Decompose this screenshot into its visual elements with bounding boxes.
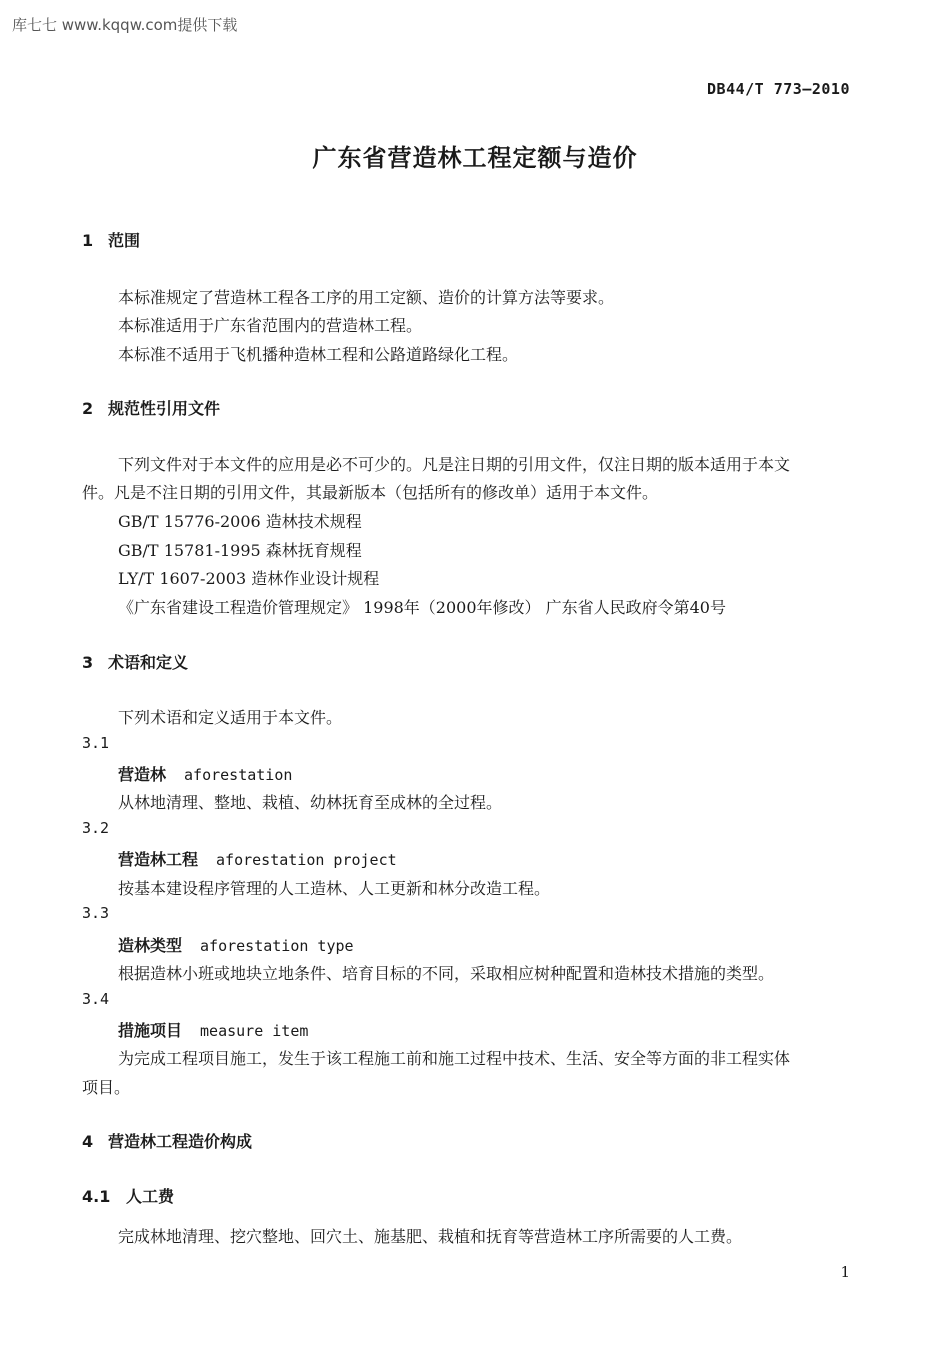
page-number: 1: [840, 1263, 850, 1281]
paragraph: 本标准不适用于飞机播种造林工程和公路道路绿化工程。: [118, 345, 519, 364]
section-number: 2: [82, 399, 94, 418]
subsection-4-1-heading: [82, 1184, 174, 1207]
term-zh: 造林类型: [118, 936, 183, 955]
term-en: aforestation type: [200, 937, 354, 955]
standard-number: DB44/T 773—2010: [707, 80, 850, 98]
subsection-number: 4.1: [82, 1187, 111, 1206]
term-zh: 营造林工程: [118, 850, 199, 869]
document-title: 广东省营造林工程定额与造价: [312, 144, 638, 172]
section-number: 4: [82, 1132, 94, 1151]
section-2-heading: [82, 396, 220, 419]
paragraph-line: 下列文件对于本文件的应用是必不可少的。凡是注日期的引用文件，仅注日期的版本适用于本文: [118, 455, 791, 474]
paragraph: 完成林地清理、挖穴整地、回穴土、施基肥、栽植和抚育等营造林工序所需要的人工费。: [118, 1227, 743, 1246]
term-definition: 从林地清理、整地、栽植、幼林抚育至成林的全过程。: [118, 793, 503, 812]
subsection-title: 人工费: [126, 1187, 175, 1206]
term-definition-line: 项目。: [82, 1078, 131, 1097]
term-number: 3.3: [82, 904, 110, 922]
term-entry: [118, 762, 292, 785]
section-title: 范围: [108, 231, 141, 250]
term-entry: [118, 847, 397, 870]
term-en: aforestation project: [216, 851, 397, 869]
term-definition: 按基本建设程序管理的人工造林、人工更新和林分改造工程。: [118, 879, 551, 898]
section-3-heading: [82, 650, 188, 673]
paragraph-line: 件。凡是不注日期的引用文件，其最新版本（包括所有的修改单）适用于本文件。: [82, 483, 659, 502]
term-number: 3.1: [82, 734, 110, 752]
section-title: 营造林工程造价构成: [108, 1132, 253, 1151]
term-en: measure item: [200, 1022, 309, 1040]
term-en: aforestation: [184, 766, 293, 784]
watermark-text: 库七七 www.kqqw.com提供下载: [12, 16, 238, 34]
term-zh: 营造林: [118, 765, 167, 784]
section-number: 3: [82, 653, 94, 672]
term-entry: [118, 1018, 308, 1041]
reference-item: LY/T 1607-2003 造林作业设计规程: [118, 569, 380, 588]
section-title: 规范性引用文件: [108, 399, 221, 418]
paragraph: 本标准规定了营造林工程各工序的用工定额、造价的计算方法等要求。: [118, 288, 615, 307]
term-number: 3.2: [82, 819, 110, 837]
section-4-heading: [82, 1129, 252, 1152]
reference-item: GB/T 15781-1995 森林抚育规程: [118, 541, 362, 560]
term-definition-line: 为完成工程项目施工，发生于该工程施工前和施工过程中技术、生活、安全等方面的非工程实体: [118, 1049, 791, 1068]
term-entry: [118, 933, 354, 956]
reference-item: 《广东省建设工程造价管理规定》 1998年（2000年修改） 广东省人民政府令第40号: [118, 598, 726, 617]
paragraph: 下列术语和定义适用于本文件。: [118, 708, 343, 727]
section-1-heading: [82, 228, 140, 251]
section-title: 术语和定义: [108, 653, 189, 672]
term-definition: 根据造林小班或地块立地条件、培育目标的不同，采取相应树种配置和造林技术措施的类型。: [118, 964, 775, 983]
term-zh: 措施项目: [118, 1021, 183, 1040]
paragraph: 本标准适用于广东省范围内的营造林工程。: [118, 316, 423, 335]
term-number: 3.4: [82, 990, 110, 1008]
section-number: 1: [82, 231, 94, 250]
reference-item: GB/T 15776-2006 造林技术规程: [118, 512, 362, 531]
